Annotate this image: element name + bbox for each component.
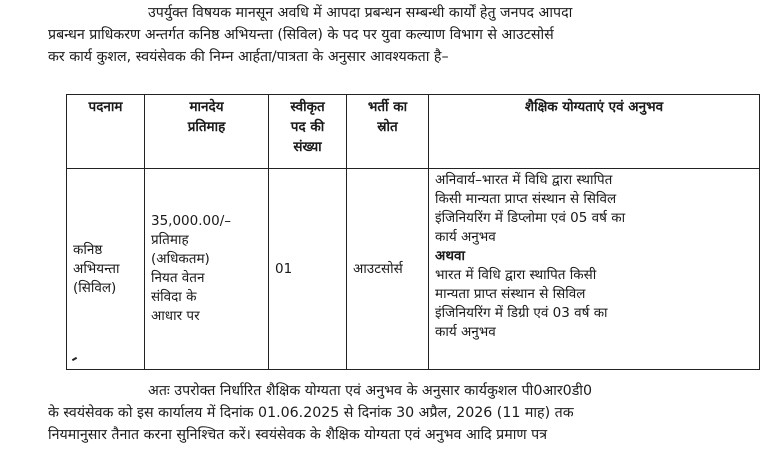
closing-line: अतः उपरोक्त निर्धारित शैक्षिक योग्यता एवं अनुभव के अनुसार कार्यकुशल पी0आर0डी0 (148, 383, 593, 399)
header-post: पदनाम (67, 95, 145, 169)
intro-line: प्रबन्धन प्राधिकरण अन्तर्गत कनिष्ठ अभियन्ता (सिविल) के पद पर युवा कल्याण विभाग से आउटसोर्स (48, 27, 554, 43)
cell-pay: 35,000.00/– प्रतिमाह (अधिकतम) नियत वेतन संविदा के आधार पर (145, 169, 269, 370)
intro-paragraph (48, 2, 760, 68)
closing-line: नियमानुसार तैनात करना सुनिश्चित करें। स्वयंसेवक के शैक्षिक योग्यता एवं अनुभव आदि प्रमाण पत्र (48, 427, 548, 443)
qualification-or: अथवा (435, 248, 465, 265)
cell-count: 01 (269, 169, 347, 370)
cell-post: कनिष्ठ अभियन्ता (सिविल) (67, 169, 145, 370)
intro-line: कर कार्य कुशल, स्वयंसेवक की निम्न आर्हता/पात्रता के अनुसार आवश्यकता है– (48, 49, 449, 65)
header-source: भर्ती का स्रोत (347, 95, 429, 169)
cell-qualification: अनिवार्य–भारत में विधि द्वारा स्थापित किसी मान्यता प्राप्त संस्थान से सिविल इंजिनियरिंग में डिप्लोमा एवं 05 वर्ष का कार्य अनुभव अथवा भारत में विधि द्वारा स्थापित किसी मान्यता प्राप्त संस्थान से सिविल इंजिनियरिंग में डिग्री एवं 03 वर्ष का कार्य अनुभव (429, 169, 760, 370)
header-qualification: शैक्षिक योग्यताएं एवं अनुभव (429, 95, 760, 169)
table-row (67, 169, 760, 370)
eligibility-table (66, 94, 760, 370)
header-pay: मानदेय प्रतिमाह (145, 95, 269, 169)
cell-source: आउटसोर्स (347, 169, 429, 370)
header-count: स्वीकृत पद की संख्या (269, 95, 347, 169)
closing-line: के स्वयंसेवक को इस कार्यालय में दिनांक 01.06.2025 से दिनांक 30 अप्रैल, 2026 (11 माह) तक (48, 405, 574, 421)
intro-line: उपर्युक्त विषयक मानसून अवधि में आपदा प्रबन्धन सम्बन्धी कार्यों हेतु जनपद आपदा (148, 5, 573, 21)
closing-paragraph (48, 380, 760, 446)
table-header-row (67, 95, 760, 169)
